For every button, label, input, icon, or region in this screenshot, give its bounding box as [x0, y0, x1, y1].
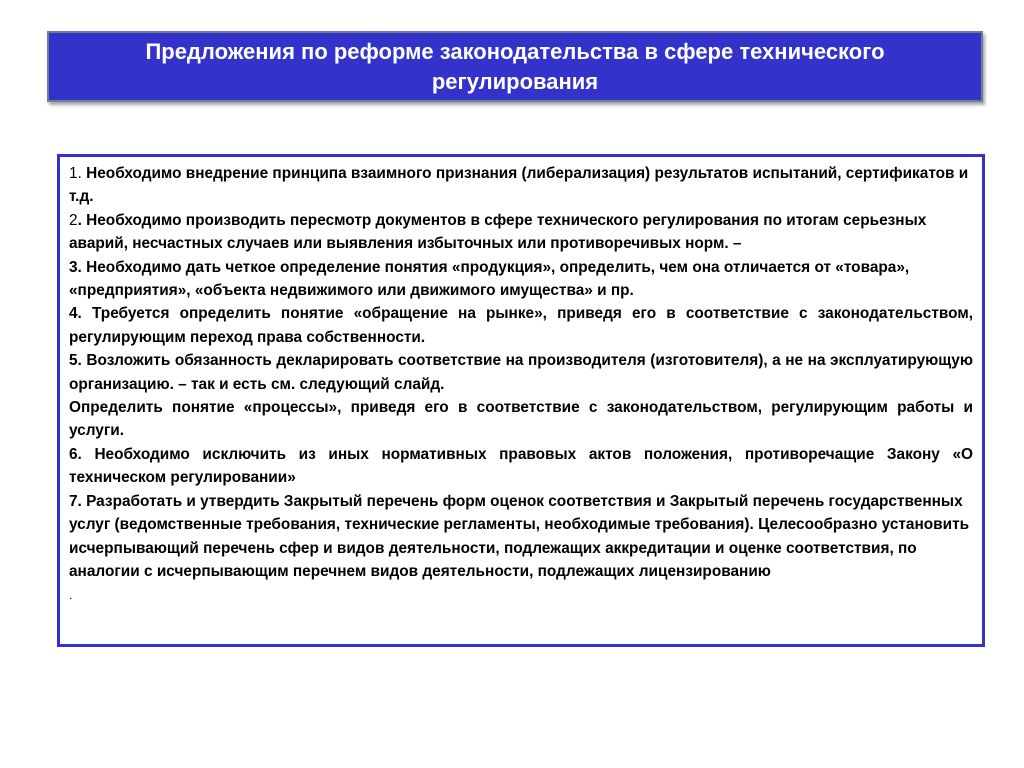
item-text: Разработать и утвердить Закрытый перечень форм оценок соответствия и Закрытый перечень государственных услуг (ведомственные требования, технические регламенты, необходимые требования). Целесообразно установить исчерпывающий перечень сфер и видов деятельности, подлежащих аккредитации и оценке соответствия, по аналогии с исчерпывающим перечнем видов деятельности, подлежащих лицензированию: [69, 492, 970, 580]
item-number: 5.: [69, 352, 82, 370]
item-number: 7.: [69, 492, 82, 510]
slide-title: Предложения по реформе законодательства в сфере технического регулирования: [145, 38, 885, 94]
item-number: 2: [69, 211, 78, 229]
proposal-item-2: [69, 209, 973, 256]
item-text: Возложить обязанность декларировать соответствие на производителя (изготовителя), а не на эксплуатирующую организацию. – так и есть см. следующий слайд.: [69, 352, 973, 393]
item-text: . Необходимо производить пересмотр документов в сфере технического регулирования по итогам серьезных аварий, несчастных случаев или выявления избыточных или противоречивых норм. –: [69, 211, 927, 253]
item-text: Необходимо дать четкое определение понятия «продукция», определить, чем она отличается от «товара», «предприятия», «объекта недвижимого или движимого имущества» и пр.: [69, 258, 910, 300]
proposals-text-box: [57, 154, 985, 647]
proposal-item-1: [69, 162, 973, 209]
proposal-item-5: [69, 349, 973, 396]
item-text: Требуется определить понятие «обращение на рынке», приведя его в соответствие с законодательством, регулирующим переход права собственности.: [69, 305, 973, 346]
item-text: Необходимо внедрение принципа взаимного признания (либерализация) результатов испытаний, сертификатов и т.д.: [69, 165, 969, 206]
proposal-item-6: [69, 443, 973, 490]
item-text: Необходимо исключить из иных нормативных правовых актов положения, противоречащие Закону «О техническом регулировании»: [69, 445, 973, 487]
item-number: 6.: [69, 445, 82, 463]
item-number: 3.: [69, 258, 82, 276]
item-number: 4.: [69, 305, 82, 323]
trailing-dot: .: [69, 588, 73, 603]
proposal-item-3: [69, 256, 973, 303]
slide-title-banner: [47, 31, 983, 102]
item-text: Определить понятие «процессы», приведя его в соответствие с законодательством, регулирующим работы и услуги.: [69, 399, 973, 440]
item-number: 1.: [69, 165, 82, 182]
proposal-item-4: [69, 302, 973, 349]
proposal-item-5-note: [69, 396, 973, 443]
proposal-item-7: [69, 490, 973, 584]
